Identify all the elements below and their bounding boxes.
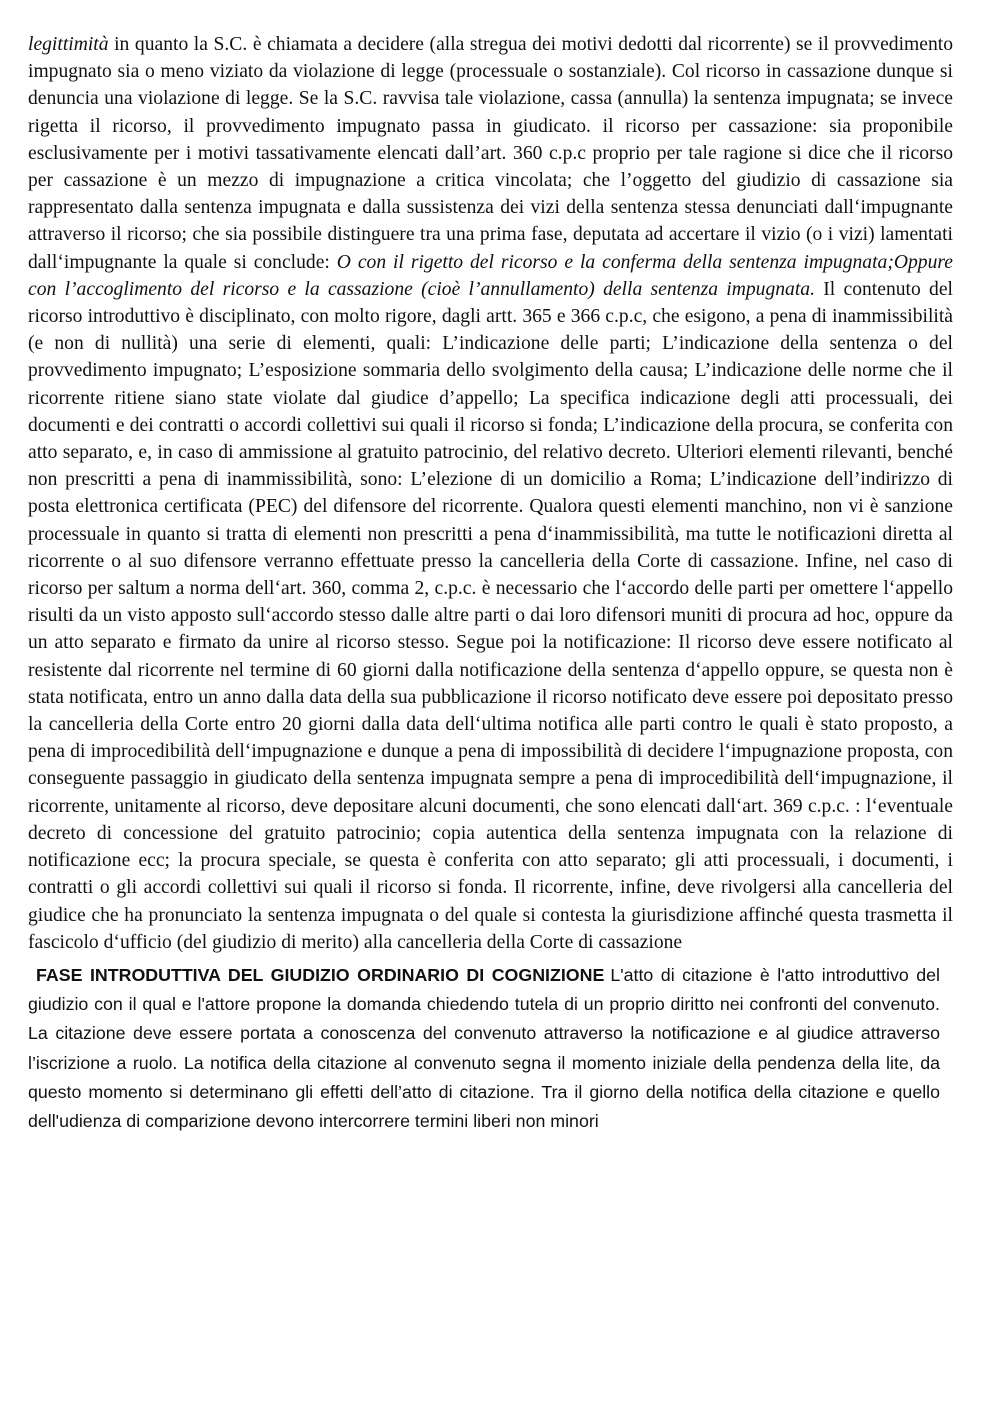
citation-text: L'atto di citazione è l'atto introduttivo del giudizio con il qual e l'attore propone la domanda chiedendo tutela di un proprio diritto nei confronti del convenuto. La citazione deve essere portata a conoscenza del convenuto attraverso la notificazione e al giudice attraverso l’iscrizione a ruolo. La notifica della citazione al convenuto segna il momento iniziale della pendenza della lite, da questo momento si determinano gli effetti dell’atto di citazione. Tra il giorno della notifica della citazione e quello dell'udienza di comparizione devono intercorrere termini liberi non minori bbox=[28, 964, 940, 1131]
paragraph-text-part-2: Il contenuto del ricorso introduttivo è disciplinato, con molto rigore, dagli artt. 365 e 366 c.p.c, che esigono, a pena di inammissibilità (e non di nullità) una serie di elementi, quali: L’indicazione delle parti; L’indicazione della sentenza o del provvedimento impugnato; L’esposizione sommaria dello svolgimento della causa; L’indicazione delle norme che il ricorrente ritiene siano state violate dal giudice d’appello; La specifica indicazione degli atti processuali, dei documenti e dei contratti o accordi collettivi sui quali il ricorso si fonda; L’indicazione della procura, se conferita con atto separato, e, in caso di ammissione al gratuito patrocinio, del relativo decreto. Ulteriori elementi rilevanti, benché non prescritti a pena di inammissibilità, sono: L’elezione di un domicilio a Roma; L’indicazione dell’indirizzo di posta elettronica certificata (PEC) del difensore del ricorrente. Qualora questi elementi manchino, non vi è sanzione processuale in quanto si tratta di elementi non prescritti a pena d‘inammissibilità, ma tutte le notificazioni diretta al ricorrente o al suo difensore verranno effettuate presso la cancelleria della Corte di cassazione. Infine, nel caso di ricorso per saltum a norma dell‘art. 360, comma 2, c.p.c. è necessario che l‘accordo delle parti per omettere l‘appello risulti da un visto apposto sull‘accordo stesso dalle altre parti o dai loro difensori muniti di procura ad hoc, oppure da un atto separato e firmato da unire al ricorso stesso. Segue poi la notificazione: Il ricorso deve essere notificato al resistente dal ricorrente nel termine di 60 giorni dalla notificazione della sentenza d‘appello oppure, se questa non è stata notificata, entro un anno dalla data della sua pubblicazione il ricorso notificato deve essere poi depositato presso la cancelleria della Corte entro 20 giorni dalla data dell‘ultima notifica alle parti contro le quali è stato proposto, a pena di improcedibilità dell‘impugnazione e dunque a pena di impossibilità di decidere l‘impugnazione proposta, con conseguente passaggio in giudicato della sentenza impugnata sempre a pena di improcedibilità dell‘impugnazione, il ricorrente, unitamente al ricorso, deve depositare alcuni documenti, che sono elencati dall‘art. 369 c.p.c. : l‘eventuale decreto di concessione del gratuito patrocinio; copia autentica della sentenza impugnata con la relazione di notificazione ecc; la procura speciale, se questa è conferita con atto separato; gli atti processuali, i documenti, i contratti o gli accordi collettivi sui quali il ricorso si fonda. Il ricorrente, infine, deve rivolgersi alla cancelleria del giudice che ha pronunciato la sentenza impugnata o del quale si contesta la giurisdizione affinché questa trasmetta il fascicolo d‘ufficio (del giudizio di merito) alla cancelleria della Corte di cassazione bbox=[28, 278, 953, 953]
document-page bbox=[28, 31, 953, 1136]
cassation-paragraph bbox=[28, 31, 953, 956]
section-heading: FASE INTRODUTTIVA DEL GIUDIZIO ORDINARIO DI COGNIZIONE bbox=[36, 964, 605, 985]
paragraph-text-part-1: in quanto la S.C. è chiamata a decidere (alla stregua dei motivi dedotti dal ricorrente) se il provvedimento impugnato sia o meno viziato da violazione di legge (processuale o sostanziale). Col ricorso in cassazione dunque si denuncia una violazione di legge. Se la S.C. ravvisa tale violazione, cassa (annulla) la sentenza impugnata; se invece rigetta il ricorso, il provvedimento impugnato passa in giudicato. il ricorso per cassazione: sia proponibile esclusivamente per i motivi tassativamente elencati dall’art. 360 c.p.c proprio per tale ragione si dice che il ricorso per cassazione è un mezzo di impugnazione a critica vincolata; che l’oggetto del giudizio di cassazione sia rappresentato dalla sentenza impugnata e dalla sussistenza dei vizi della sentenza stessa denunciati dall‘impugnante attraverso il ricorso; che sia possibile distinguere tra una prima fase, deputata ad accertare il vizio (o i vizi) lamentati dall‘impugnante la quale si conclude: bbox=[28, 34, 953, 273]
italic-opening-word: legittimità bbox=[28, 34, 109, 55]
italic-outcomes-text: O con il rigetto del ricorso e la conferma della sentenza impugnata;Oppure con l’accoglimento del ricorso e la cassazione (cioè l’annullamento) della sentenza impugnata. bbox=[28, 251, 953, 300]
introductory-phase-paragraph bbox=[28, 961, 940, 1136]
